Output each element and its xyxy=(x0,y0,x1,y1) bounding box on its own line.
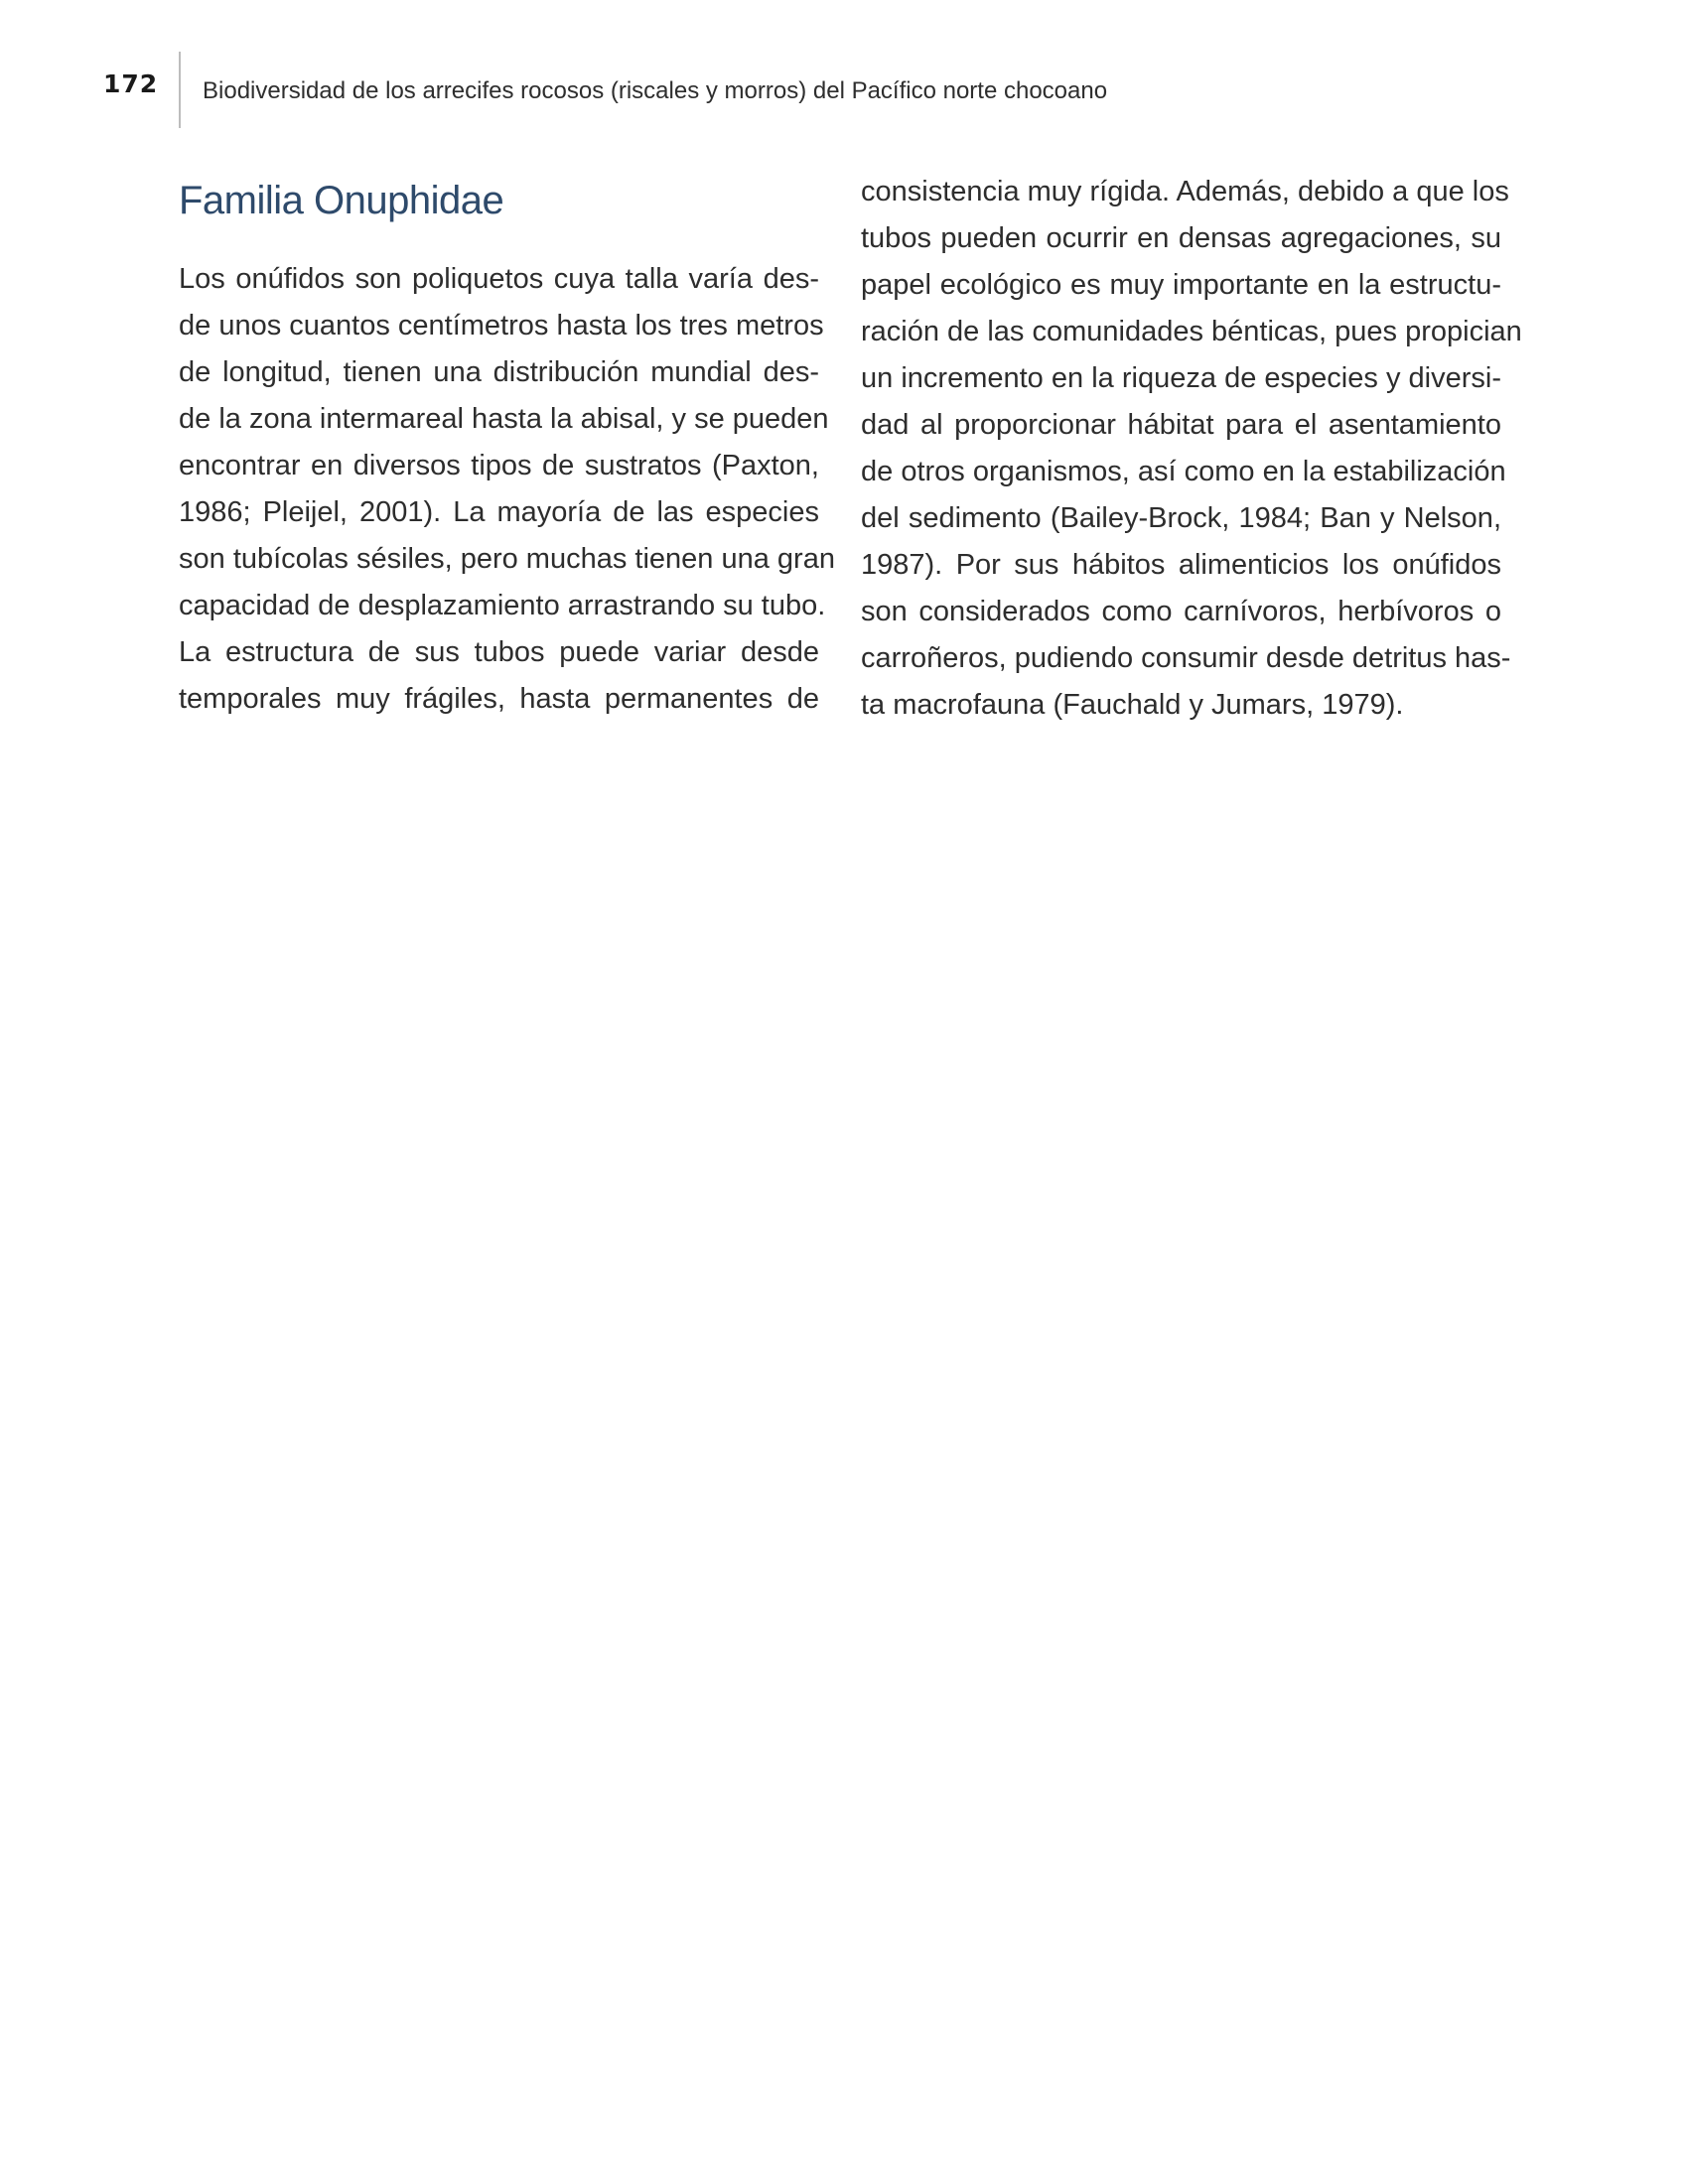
running-head: Biodiversidad de los arrecifes rocosos (riscales y morros) del Pacífico norte chocoano xyxy=(203,77,1108,104)
text-line: consistencia muy rígida. Además, debido a que los xyxy=(861,176,1509,207)
text-line: carroñeros, pudiendo consumir desde detritus has- xyxy=(861,642,1511,674)
text-line: La estructura de sus tubos puede variar desde xyxy=(179,636,819,668)
header-divider xyxy=(179,52,181,128)
text-line: de longitud, tienen una distribución mundial des- xyxy=(179,356,819,388)
text-line: son tubícolas sésiles, pero muchas tienen una gran xyxy=(179,543,835,575)
text-line: capacidad de desplazamiento arrastrando su tubo. xyxy=(179,590,826,621)
text-line: papel ecológico es muy importante en la estructu- xyxy=(861,269,1501,301)
text-line: encontrar en diversos tipos de sustratos (Paxton, xyxy=(179,450,819,481)
text-line: Los onúfidos son poliquetos cuya talla varía des- xyxy=(179,263,819,295)
text-line: de unos cuantos centímetros hasta los tres metros xyxy=(179,310,824,341)
text-line: son considerados como carnívoros, herbívoros o xyxy=(861,596,1501,627)
text-line: ta macrofauna (Fauchald y Jumars, 1979). xyxy=(861,689,1404,721)
text-line: ración de las comunidades bénticas, pues propician xyxy=(861,316,1522,347)
page-number: 172 xyxy=(103,69,159,98)
left-column xyxy=(179,177,835,723)
text-line: dad al proporcionar hábitat para el asentamiento xyxy=(861,409,1501,441)
text-line: 1987). Por sus hábitos alimenticios los onúfidos xyxy=(861,549,1501,581)
text-line: de otros organismos, así como en la estabilización xyxy=(861,456,1506,487)
text-line: un incremento en la riqueza de especies y diversi- xyxy=(861,362,1501,394)
text-line: temporales muy frágiles, hasta permanentes de xyxy=(179,683,819,715)
text-line: de la zona intermareal hasta la abisal, y se pueden xyxy=(179,403,829,435)
text-line: 1986; Pleijel, 2001). La mayoría de las especies xyxy=(179,496,819,528)
right-column xyxy=(861,169,1522,729)
text-line: tubos pueden ocurrir en densas agregaciones, su xyxy=(861,222,1501,254)
text-line: del sedimento (Bailey-Brock, 1984; Ban y Nelson, xyxy=(861,502,1501,534)
section-title: Familia Onuphidae xyxy=(179,179,504,222)
